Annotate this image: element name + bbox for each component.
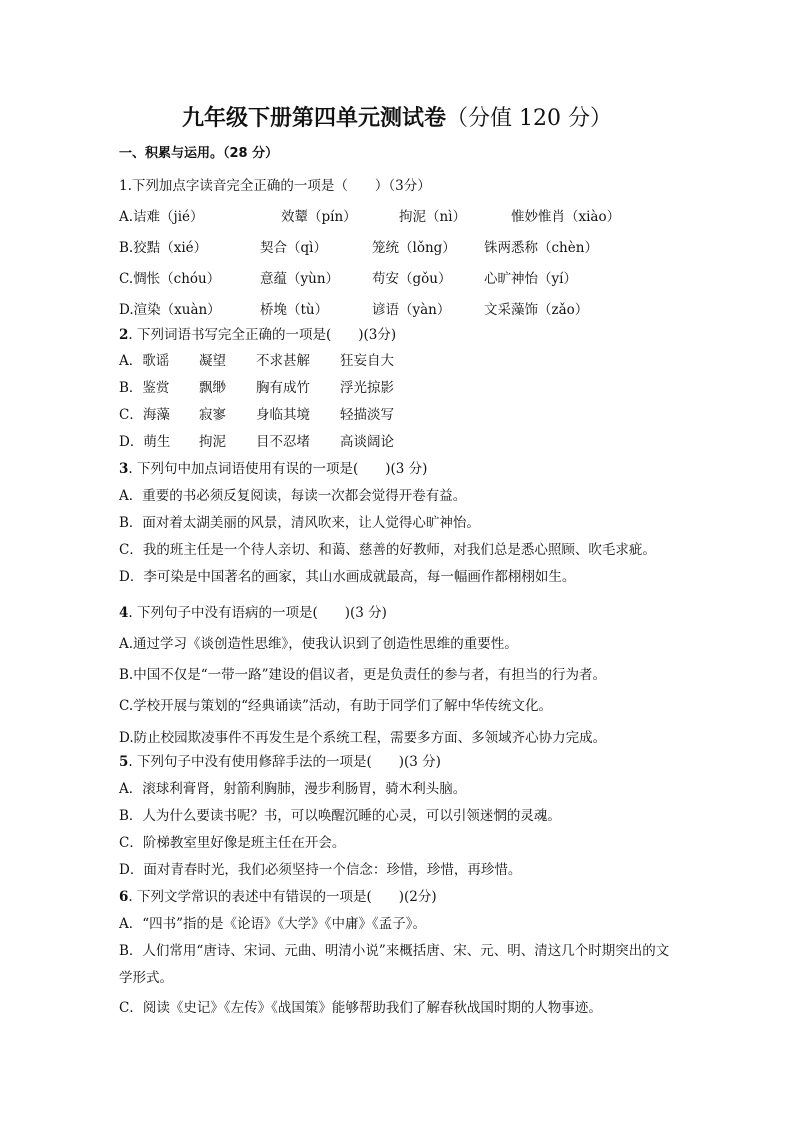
question-6-option-b: B．人们常用“唐诗、宋词、元曲、明清小说”来概括唐、宋、元、明、清这几个时期突出的文学形式。	[119, 943, 670, 986]
question-3-option-c: C．我的班主任是一个待人亲切、和蔼、慈善的好教师，对我们总是悉心照顾、吹毛求疵。	[119, 542, 656, 558]
option-item: D．萌生	[119, 434, 171, 450]
question-5-option-d: D．面对青春时光，我们必须坚持一个信念：珍惜，珍惜，再珍惜。	[119, 862, 522, 878]
question-3-option-b: B．面对着太湖美丽的风景，清风吹来，让人觉得心旷神怡。	[119, 515, 480, 531]
option-item: 文采藻饰（zǎo）	[484, 302, 589, 318]
question-6-option-c: C．阅读《史记》《左传》《战国策》能够帮助我们了解春秋战国时期的人物事迹。	[119, 1000, 602, 1016]
option-item: 胸有成竹	[256, 380, 310, 396]
question-4-option-b: B.中国不仅是“一带一路”建设的倡议者，更是负责任的参与者，有担当的行为者。	[119, 667, 607, 683]
question-5-option-a: A．滚球利膏肾，射箭利胸肺，漫步利肠胃，骑木利头脑。	[119, 781, 467, 797]
option-item: 惟妙惟肖（xiào）	[511, 209, 621, 225]
question-3-stem	[119, 460, 427, 478]
option-item: C．海藻	[119, 407, 170, 423]
question-1-option-a	[119, 208, 679, 226]
option-item: 拘泥	[199, 434, 226, 450]
option-item: A．歌谣	[119, 353, 170, 369]
question-text: . 下列句子中没有使用修辞手法的一项是( )(3 分)	[128, 754, 441, 770]
option-item: 契合（qì）	[260, 240, 327, 256]
option-item: 谚语（yàn）	[372, 302, 451, 318]
option-item: 不求甚解	[256, 353, 310, 369]
option-item: 桥堍（tù）	[260, 302, 329, 318]
question-2-stem	[119, 326, 396, 344]
exam-title	[0, 103, 794, 134]
question-number: 5	[119, 754, 129, 770]
question-text: . 下列词语书写完全正确的一项是( )(3分)	[128, 327, 397, 343]
option-item: 目不忍堵	[256, 434, 310, 450]
option-item: 心旷神怡（yí）	[484, 271, 577, 287]
question-2-option-a	[119, 352, 679, 370]
question-text: . 下列句子中没有语病的一项是( )(3 分)	[128, 605, 387, 621]
option-item: 轻描淡写	[340, 407, 394, 423]
question-3-option-d: D．李可染是中国著名的画家，其山水画成就最高，每一幅画作都栩栩如生。	[119, 569, 576, 585]
question-6-stem	[119, 888, 437, 906]
option-item: A.诘难（jié）	[119, 209, 204, 225]
exam-title-main: 九年级下册第四单元测试卷	[182, 105, 447, 131]
option-item: 意蕴（yùn）	[260, 271, 340, 287]
question-number: 6	[119, 889, 129, 905]
question-text: . 下列句中加点词语使用有误的一项是( )(3 分)	[128, 461, 428, 477]
option-item: 铢两悉称（chèn）	[484, 240, 598, 256]
option-item: 高谈阔论	[340, 434, 394, 450]
question-2-option-b	[119, 379, 679, 397]
question-1-option-b	[119, 239, 679, 257]
option-item: 飘缈	[199, 380, 226, 396]
exam-title-score: （分值 120 分）	[446, 106, 612, 131]
option-item: 寂寥	[199, 407, 226, 423]
question-1-option-c	[119, 270, 679, 288]
option-item: 笼统（lǒng）	[372, 240, 456, 256]
question-4-option-a: A.通过学习《谈创造性思维》，使我认识到了创造性思维的重要性。	[119, 636, 518, 652]
question-5-stem	[119, 753, 441, 771]
option-item: 狂妄自大	[340, 353, 394, 369]
question-2-option-c	[119, 406, 679, 424]
option-item: D.渲染（xuàn）	[119, 302, 221, 318]
option-item: 效颦（pín）	[281, 209, 357, 225]
question-4-option-c: C.学校开展与策划的“经典诵读”活动，有助于同学们了解中华传统文化。	[119, 698, 552, 714]
option-item: 凝望	[199, 353, 226, 369]
option-item: 身临其境	[256, 407, 310, 423]
question-6-option-a: A．“四书”指的是《论语》《大学》《中庸》《孟子》。	[119, 916, 427, 932]
question-number: 4	[119, 605, 129, 621]
question-5-option-c: C．阶梯教室里好像是班主任在开会。	[119, 835, 346, 851]
question-1-option-d	[119, 301, 679, 319]
option-item: 浮光掠影	[340, 380, 394, 396]
question-number: 2	[119, 327, 129, 343]
question-4-option-d: D.防止校园欺凌事件不再发生是个系统工程，需要多方面、多领域齐心协力完成。	[119, 730, 607, 746]
question-4-stem	[119, 604, 387, 622]
section-heading: 一、积累与运用。（28 分）	[119, 146, 279, 161]
question-2-option-d	[119, 433, 679, 451]
question-3-option-a: A．重要的书必须反复阅读，每读一次都会觉得开卷有益。	[119, 488, 467, 504]
question-number: 3	[119, 461, 129, 477]
option-item: B.狡黠（xié）	[119, 240, 208, 256]
question-5-option-b: B．人为什么要读书呢？书，可以唤醒沉睡的心灵，可以引领迷惘的灵魂。	[119, 808, 561, 824]
question-1-stem: 1.下列加点字读音完全正确的一项是（ ）（3分）	[119, 178, 431, 194]
option-item: C.惆怅（chóu）	[119, 271, 221, 287]
option-item: 苟安（gǒu）	[372, 271, 452, 287]
question-text: . 下列文学常识的表述中有错误的一项是( )(2分)	[128, 889, 437, 905]
option-item: B．鉴赏	[119, 380, 170, 396]
option-item: 拘泥（nì）	[399, 209, 467, 225]
